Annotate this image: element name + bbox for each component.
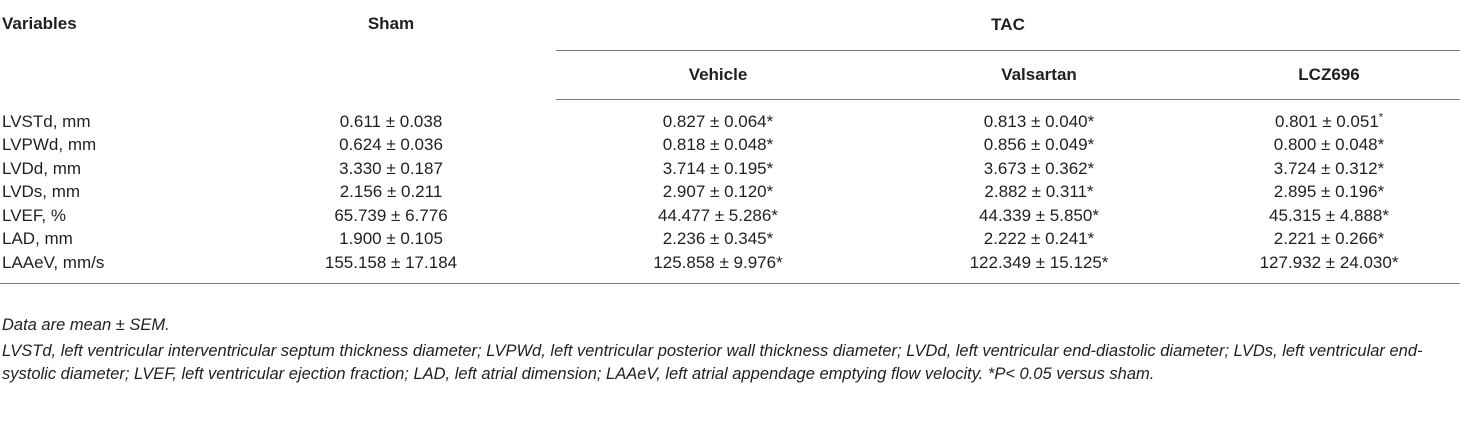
cell-lcz696-text: 3.724 ± 0.312*	[1273, 158, 1385, 178]
cell-valsartan-text: 0.813 ± 0.040*	[983, 111, 1095, 131]
cell-variable-text: LAD, mm	[2, 229, 73, 249]
cell-lcz696	[1198, 100, 1460, 134]
table-row	[0, 181, 1460, 205]
cell-sham-text: 1.900 ± 0.105	[339, 229, 443, 249]
cell-vehicle-text: 44.477 ± 5.286*	[658, 205, 778, 225]
cell-valsartan-text: 44.339 ± 5.850*	[979, 205, 1099, 225]
cell-variable-text: LVSTd, mm	[2, 111, 91, 131]
cell-valsartan	[880, 134, 1198, 158]
cell-variable	[0, 134, 226, 158]
cell-vehicle-text: 0.818 ± 0.048*	[662, 135, 774, 155]
footnote-data-description: Data are mean ± SEM.	[2, 316, 170, 334]
cell-sham	[226, 134, 556, 158]
cell-lcz696-text: 2.221 ± 0.266*	[1273, 229, 1385, 249]
cell-variable-text: LVDs, mm	[2, 182, 81, 202]
cell-vehicle	[556, 228, 880, 252]
table-row	[0, 204, 1460, 228]
table-row	[0, 228, 1460, 252]
header-lcz696: LCZ696	[1198, 51, 1460, 100]
cell-valsartan	[880, 100, 1198, 134]
cell-valsartan-text: 2.882 ± 0.311*	[984, 182, 1094, 202]
cell-sham	[226, 251, 556, 283]
significance-marker: *	[1378, 111, 1384, 124]
cell-variable	[0, 181, 226, 205]
table-row	[0, 157, 1460, 181]
cell-sham	[226, 157, 556, 181]
cell-sham-text: 0.611 ± 0.038	[339, 111, 443, 131]
cell-lcz696-text: 0.801 ± 0.051	[1274, 111, 1379, 131]
cell-valsartan-text: 0.856 ± 0.049*	[983, 135, 1095, 155]
cell-valsartan-text: 3.673 ± 0.362*	[983, 158, 1095, 178]
table-footnotes	[2, 314, 1454, 389]
header-variables: Variables	[2, 14, 77, 33]
cell-vehicle	[556, 181, 880, 205]
cell-vehicle	[556, 157, 880, 181]
cell-variable-text: LAAeV, mm/s	[2, 252, 105, 272]
cell-valsartan-text: 122.349 ± 15.125*	[969, 252, 1109, 272]
footnote-abbreviations: LVSTd, left ventricular interventricular septum thickness diameter; LVPWd, left ventricular posterior wall thickness diameter; LVDd, left ventricular end-diastolic diameter; LVDs, left ventricular end-systolic diameter; LVEF, left ventricular ejection fraction; LAD, left atrial dimension; LAAeV, left atrial appendage emptying flow velocity. *P< 0.05 versus sham.	[2, 342, 1423, 383]
table-row	[0, 134, 1460, 158]
table-row	[0, 100, 1460, 134]
cell-vehicle	[556, 100, 880, 134]
cell-valsartan	[880, 181, 1198, 205]
cell-valsartan	[880, 228, 1198, 252]
cell-variable-text: LVDd, mm	[2, 158, 82, 178]
header-sham: Sham	[367, 14, 415, 33]
cell-lcz696-text: 45.315 ± 4.888*	[1269, 205, 1389, 225]
cell-sham	[226, 181, 556, 205]
cell-sham	[226, 100, 556, 134]
table-row	[0, 251, 1460, 283]
cell-lcz696-text: 0.800 ± 0.048*	[1273, 135, 1385, 155]
cell-variable	[0, 228, 226, 252]
cell-variable-text: LVEF, %	[2, 205, 66, 225]
cell-lcz696	[1198, 228, 1460, 252]
cell-vehicle-text: 2.236 ± 0.345*	[662, 229, 774, 249]
cell-variable-text: LVPWd, mm	[2, 135, 97, 155]
cell-lcz696	[1198, 134, 1460, 158]
cell-sham-text: 0.624 ± 0.036	[339, 135, 443, 155]
cell-vehicle	[556, 134, 880, 158]
cell-vehicle-text: 2.907 ± 0.120*	[662, 182, 774, 202]
cell-sham	[226, 228, 556, 252]
cell-valsartan-text: 2.222 ± 0.241*	[983, 229, 1095, 249]
cell-vehicle-text: 0.827 ± 0.064*	[662, 111, 774, 131]
cell-valsartan	[880, 204, 1198, 228]
cell-vehicle	[556, 251, 880, 283]
cell-lcz696	[1198, 251, 1460, 283]
cell-sham-text: 3.330 ± 0.187	[339, 158, 443, 178]
header-vehicle: Vehicle	[556, 51, 880, 100]
cell-valsartan	[880, 251, 1198, 283]
header-row-1	[0, 0, 1460, 51]
cell-lcz696	[1198, 181, 1460, 205]
cell-variable	[0, 157, 226, 181]
cell-vehicle-text: 125.858 ± 9.976*	[653, 252, 783, 272]
cell-lcz696-text: 2.895 ± 0.196*	[1273, 182, 1385, 202]
cell-variable	[0, 204, 226, 228]
cell-sham-text: 2.156 ± 0.211	[339, 182, 443, 202]
header-tac: TAC	[556, 0, 1460, 51]
cell-variable	[0, 100, 226, 134]
table-body	[0, 100, 1460, 284]
cell-vehicle	[556, 204, 880, 228]
cell-valsartan	[880, 157, 1198, 181]
cell-sham-text: 65.739 ± 6.776	[334, 205, 448, 225]
cell-variable	[0, 251, 226, 283]
cell-sham	[226, 204, 556, 228]
cell-lcz696-text: 127.932 ± 24.030*	[1259, 252, 1399, 272]
header-valsartan: Valsartan	[880, 51, 1198, 100]
cell-lcz696	[1198, 157, 1460, 181]
cell-lcz696	[1198, 204, 1460, 228]
cell-vehicle-text: 3.714 ± 0.195*	[662, 158, 774, 178]
cell-sham-text: 155.158 ± 17.184	[324, 252, 458, 272]
